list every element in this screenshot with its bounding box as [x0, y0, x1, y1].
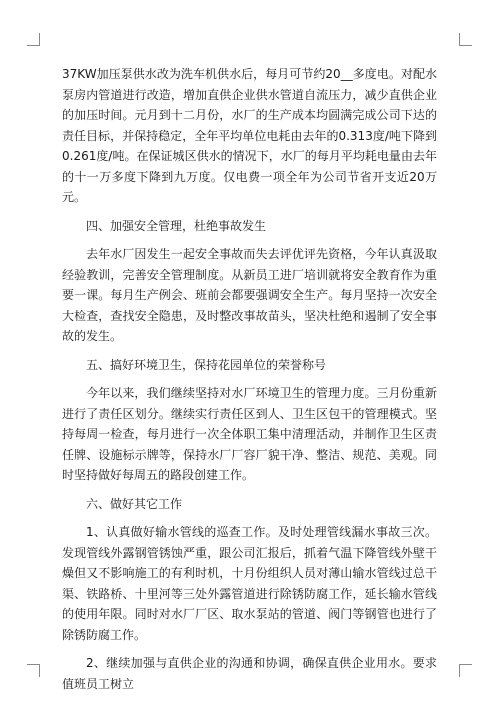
document-body: [62, 64, 437, 702]
heading-environment: 五、搞好环境卫生，保持花园单位的荣誉称号: [86, 357, 327, 372]
crop-mark-top-right: [459, 33, 472, 46]
paragraph-electricity-savings: 37KW加压泵供水改为洗车机供水后，每月可节约20__多度电。对配水泵房内管道进行改造，增加直供企业供水管道自流压力，减少直供企业的加压时间。元月到十二月份，水厂的生产成本均圆满完成公司下达的责任目标，并保持稳定，全年平均单位电耗由去年的0.313度/吨下降到0.261度/吨。在保证城区供水的情况下，水厂的每月平均耗电量由去年的十一万多度下降到九万度。仅电费一项全年为公司节省开支近20万元。: [62, 67, 437, 204]
paragraph-safety: 去年水厂因发生一起安全事故而失去评优评先资格，今年认真汲取经验教训，完善安全管理制度。从新员工进厂培训就将安全教育作为重要一课。每月生产例会、班前会都要强调安全生产。每月坚持一次安全大检查，查找安全隐患，及时整改事故苗头，坚决杜绝和遏制了安全事故的发生。: [62, 247, 437, 343]
crop-mark-top-left: [27, 33, 40, 46]
heading-safety-management: 四、加强安全管理，杜绝事故发生: [86, 218, 267, 233]
paragraph-enterprise-coordination: 2、继续加强与直供企业的沟通和协调，确保直供企业用水。要求值班员工树立: [62, 656, 437, 691]
paragraph-pipeline-inspection: 1、认真做好输水管线的巡查工作。及时处理管线漏水事故三次。发现管线外露钢管锈蚀严重，跟公司汇报后，抓着气温下降管线外壁干燥但又不影响施工的有利时机，十月份组织人员对薄山输水管线过总干渠、铁路桥、十里河等三处外露管道进行除锈防腐工作，延长输水管线的使用年限。同时对水厂厂区、取水泵站的管道、阀门等钢管也进行了除锈防腐工作。: [62, 525, 437, 642]
paragraph-environment: 今年以来，我们继续坚持对水厂环境卫生的管理力度。三月份重新进行了责任区划分。继续实行责任区到人、卫生区包干的管理模式。坚持每周一检查，每月进行一次全体职工集中清理活动，并制作卫生区责任牌、设施标示牌等，保持水厂厂容厂貌干净、整洁、规范、美观。同时坚持做好每周五的路段创建工作。: [62, 386, 437, 482]
crop-mark-bottom-right: [459, 664, 472, 677]
crop-mark-bottom-left: [27, 664, 40, 677]
heading-other-work: 六、做好其它工作: [86, 496, 183, 511]
